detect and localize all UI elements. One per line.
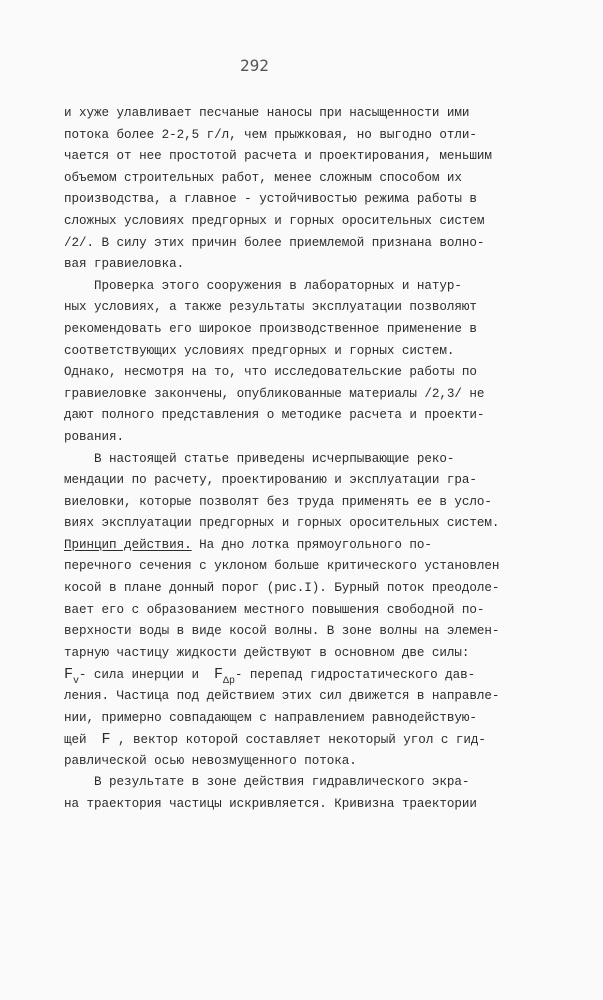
text-line: сложных условиях предгорных и горных оросительных систем bbox=[64, 213, 485, 228]
text-line: В результате в зоне действия гидравлического экра- bbox=[64, 775, 470, 790]
text-fragment: - сила инерции и bbox=[78, 668, 215, 683]
text-line: вает его с образованием местного повышения свободной по- bbox=[64, 602, 485, 617]
text-line: виеловки, которые позволят без труда применять ее в усло- bbox=[64, 494, 492, 509]
text-line: рования. bbox=[64, 429, 125, 444]
text-line: гравиеловке закончены, опубликованные материалы /2,3/ не bbox=[64, 386, 485, 401]
text-line: нии, примерно совпадающем с направлением равнодействую- bbox=[64, 710, 477, 725]
text-fragment: щей bbox=[64, 733, 102, 748]
text-fragment: , вектор которой составляет некоторый угол с гид- bbox=[110, 733, 486, 748]
text-line: ных условиях, а также результаты эксплуатации позволяют bbox=[64, 300, 477, 315]
text-line: виях эксплуатации предгорных и горных оросительных систем. bbox=[64, 516, 500, 531]
text-line: вая гравиеловка. bbox=[64, 257, 185, 272]
text-line: Однако, несмотря на то, что исследовательские работы по bbox=[64, 365, 477, 380]
text-fragment: - перепад гидростатического дав- bbox=[234, 668, 476, 683]
forces-line bbox=[64, 664, 544, 686]
text-line: косой в плане донный порог (рис.I). Бурный поток преодоле- bbox=[64, 581, 500, 596]
force-subscript: v bbox=[72, 676, 79, 688]
body-text bbox=[64, 103, 544, 816]
text-line: объемом строительных работ, менее сложным способом их bbox=[64, 170, 462, 185]
force-symbol: F bbox=[101, 731, 111, 749]
text-line: на траектория частицы искривляется. Кривизна траектории bbox=[64, 797, 477, 811]
text-line: дают полного представления о методике расчета и проекти- bbox=[64, 408, 485, 423]
text-line: соответствующих условиях предгорных и горных систем. bbox=[64, 343, 455, 358]
text-line: тарную частицу жидкости действуют в основном две силы: bbox=[64, 645, 470, 660]
principle-line bbox=[64, 535, 544, 557]
force-subscript: Δp bbox=[223, 676, 235, 688]
section-heading: Принцип действия. bbox=[64, 537, 192, 552]
resultant-line bbox=[64, 729, 544, 751]
text-line: перечного сечения с уклоном больше критического установлен bbox=[64, 559, 500, 574]
text-fragment: На дно лотка прямоугольного по- bbox=[191, 537, 432, 552]
text-line: рекомендовать его широкое производственное применение в bbox=[64, 321, 477, 336]
text-line: Проверка этого сооружения в лабораторных и натур- bbox=[64, 278, 462, 293]
text-line: чается от нее простотой расчета и проектирования, меньшим bbox=[64, 149, 492, 164]
text-line: и хуже улавливает песчаные наносы при насыщенности ими bbox=[64, 106, 470, 120]
force-symbol: F bbox=[64, 666, 73, 684]
text-line: равлической осью невозмущенного потока. bbox=[64, 753, 357, 768]
text-line: производства, а главное - устойчивостью режима работы в bbox=[64, 192, 477, 207]
force-symbol: F bbox=[214, 666, 223, 684]
text-line: верхности воды в виде косой волны. В зоне волны на элемен- bbox=[64, 624, 500, 639]
text-line: ления. Частица под действием этих сил движется в направле- bbox=[64, 689, 500, 704]
page-number: 292 bbox=[240, 56, 269, 75]
text-line: мендации по расчету, проектированию и эксплуатации гра- bbox=[64, 473, 477, 488]
text-line: потока более 2-2,5 г/л, чем прыжковая, но выгодно отли- bbox=[64, 127, 477, 142]
text-line: В настоящей статье приведены исчерпывающие реко- bbox=[64, 451, 455, 466]
text-line: /2/. В силу этих причин более приемлемой признана волно- bbox=[64, 235, 485, 250]
